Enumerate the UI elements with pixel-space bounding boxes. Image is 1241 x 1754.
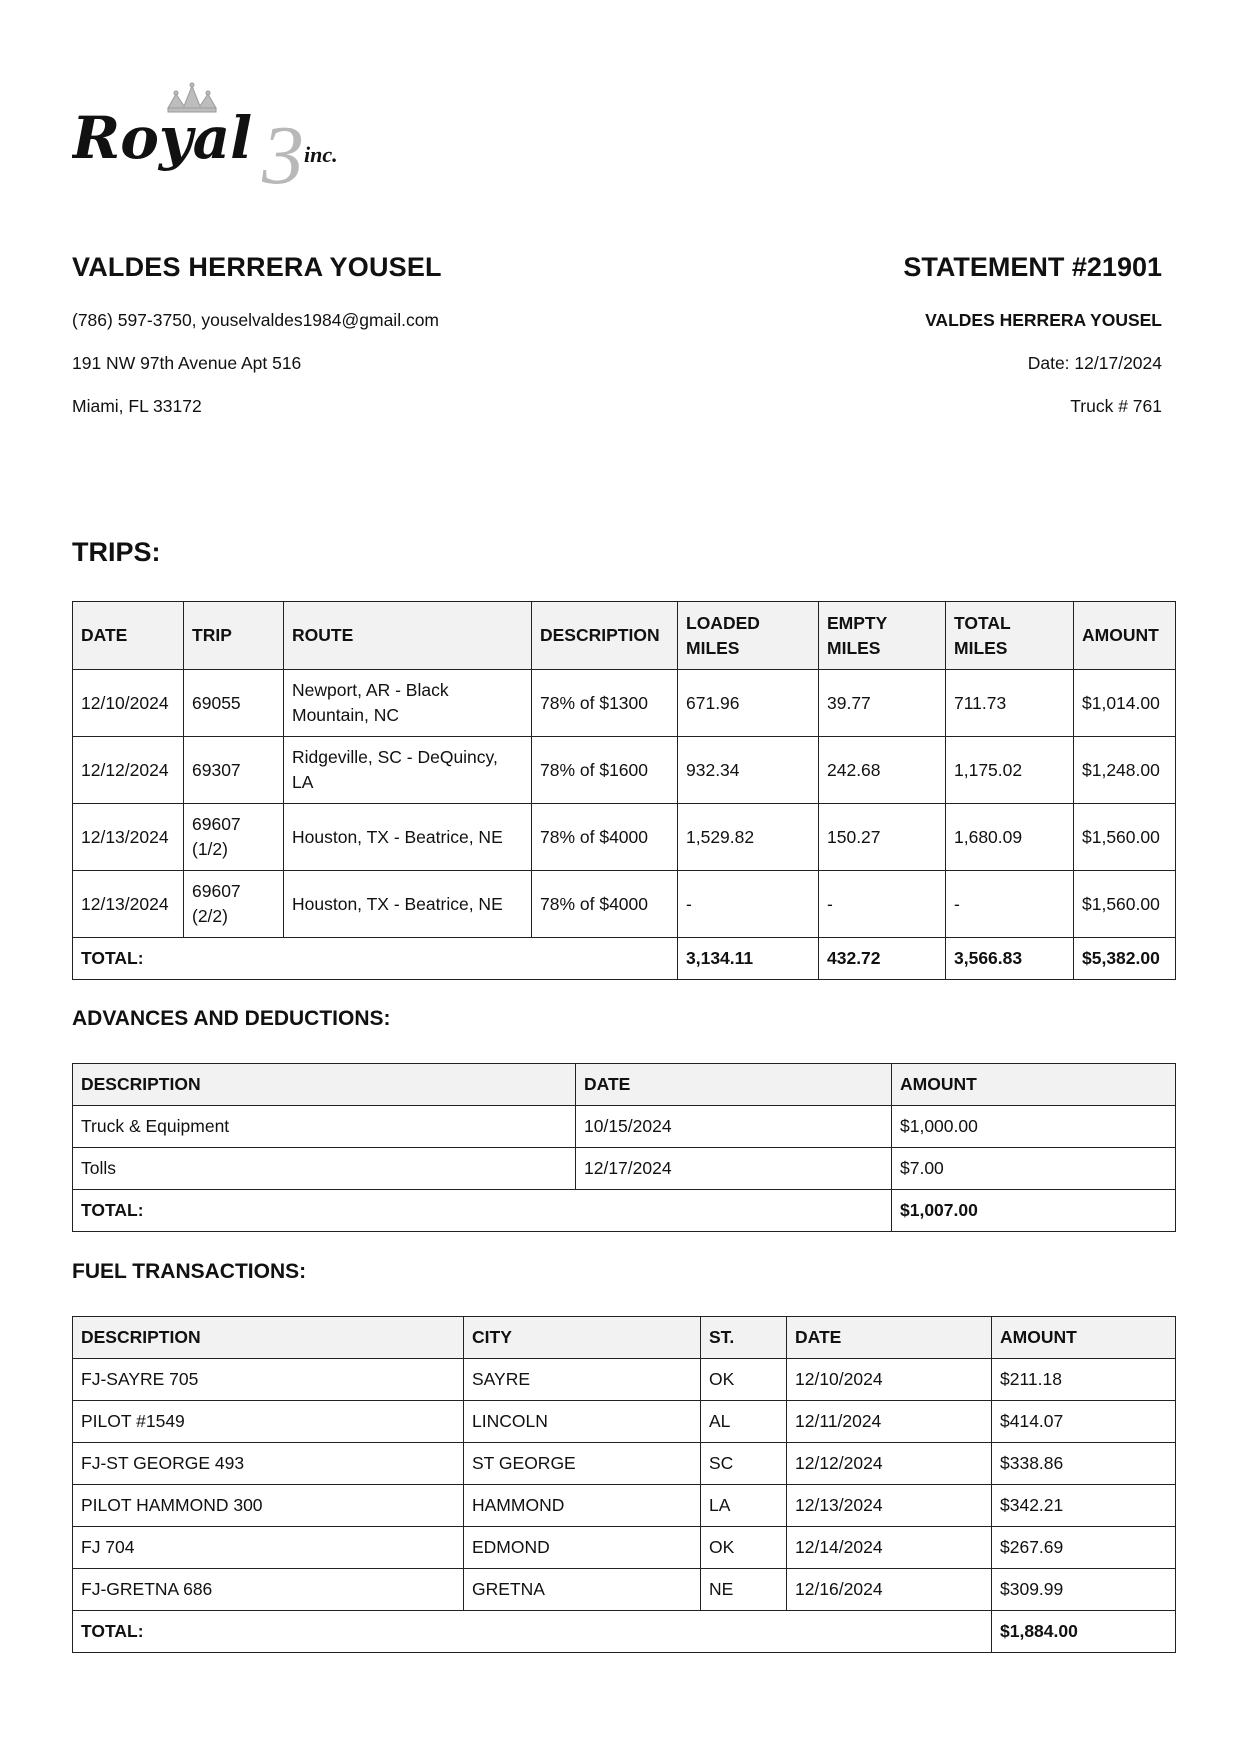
- advance-date: 12/17/2024: [576, 1148, 892, 1190]
- trip-loaded-miles: -: [678, 871, 819, 938]
- trip-empty-miles: 242.68: [819, 737, 946, 804]
- svg-text:inc.: inc.: [304, 142, 338, 167]
- trip-amount: $1,248.00: [1074, 737, 1176, 804]
- table-row: [73, 804, 1176, 871]
- statement-driver-name: VALDES HERRERA YOUSEL: [925, 310, 1162, 330]
- trip-description: 78% of $1300: [532, 670, 678, 737]
- fuel-state: AL: [701, 1401, 787, 1443]
- fuel-table: [72, 1316, 1176, 1653]
- trip-empty-miles: 39.77: [819, 670, 946, 737]
- advance-amount: $1,000.00: [892, 1106, 1176, 1148]
- trips-table: [72, 601, 1176, 980]
- trip-description: 78% of $4000: [532, 871, 678, 938]
- table-row: [73, 737, 1176, 804]
- trips-title: TRIPS:: [72, 537, 161, 567]
- trip-date: 12/10/2024: [73, 670, 184, 737]
- fuel-header-city: CITY: [464, 1317, 701, 1359]
- trip-loaded-miles: 1,529.82: [678, 804, 819, 871]
- company-logo: [72, 78, 392, 196]
- trips-header-description: DESCRIPTION: [532, 602, 678, 670]
- trips-total-loaded: 3,134.11: [678, 938, 819, 980]
- trip-number: 69607 (1/2): [184, 804, 284, 871]
- svg-text:3: 3: [262, 109, 304, 196]
- svg-text:Royal: Royal: [72, 104, 253, 172]
- fuel-amount: $338.86: [992, 1443, 1176, 1485]
- advances-title: ADVANCES AND DEDUCTIONS:: [72, 1007, 391, 1030]
- fuel-description: FJ 704: [73, 1527, 464, 1569]
- statement-title: STATEMENT #21901: [903, 252, 1162, 282]
- fuel-state: OK: [701, 1359, 787, 1401]
- fuel-city: HAMMOND: [464, 1485, 701, 1527]
- advance-date: 10/15/2024: [576, 1106, 892, 1148]
- trip-total-miles: 1,680.09: [946, 804, 1074, 871]
- trip-total-miles: -: [946, 871, 1074, 938]
- fuel-date: 12/16/2024: [787, 1569, 992, 1611]
- table-row: [73, 1485, 1176, 1527]
- fuel-city: GRETNA: [464, 1569, 701, 1611]
- trip-amount: $1,560.00: [1074, 804, 1176, 871]
- trips-header-amount: AMOUNT: [1074, 602, 1176, 670]
- advances-header-amount: AMOUNT: [892, 1064, 1176, 1106]
- fuel-amount: $211.18: [992, 1359, 1176, 1401]
- trips-total-label: TOTAL:: [73, 938, 678, 980]
- statement-date: Date: 12/17/2024: [1027, 353, 1162, 373]
- fuel-description: FJ-GRETNA 686: [73, 1569, 464, 1611]
- trip-description: 78% of $1600: [532, 737, 678, 804]
- trips-total-empty: 432.72: [819, 938, 946, 980]
- fuel-header-state: ST.: [701, 1317, 787, 1359]
- fuel-state: NE: [701, 1569, 787, 1611]
- fuel-date: 12/14/2024: [787, 1527, 992, 1569]
- trips-header-row: [73, 602, 1176, 670]
- trip-date: 12/12/2024: [73, 737, 184, 804]
- trip-empty-miles: -: [819, 871, 946, 938]
- advances-header-date: DATE: [576, 1064, 892, 1106]
- fuel-city: EDMOND: [464, 1527, 701, 1569]
- fuel-total-label: TOTAL:: [73, 1611, 992, 1653]
- trips-header-trip: TRIP: [184, 602, 284, 670]
- table-row: [73, 1401, 1176, 1443]
- fuel-state: SC: [701, 1443, 787, 1485]
- trips-total-miles: 3,566.83: [946, 938, 1074, 980]
- trip-amount: $1,560.00: [1074, 871, 1176, 938]
- advances-header-description: DESCRIPTION: [73, 1064, 576, 1106]
- advance-amount: $7.00: [892, 1148, 1176, 1190]
- fuel-header-row: [73, 1317, 1176, 1359]
- table-row: [73, 1569, 1176, 1611]
- advances-table: [72, 1063, 1176, 1232]
- trips-header-empty-miles: EMPTY MILES: [819, 602, 946, 670]
- trip-number: 69307: [184, 737, 284, 804]
- fuel-total-amount: $1,884.00: [992, 1611, 1176, 1653]
- fuel-header-date: DATE: [787, 1317, 992, 1359]
- fuel-city: SAYRE: [464, 1359, 701, 1401]
- trips-total-amount: $5,382.00: [1074, 938, 1176, 980]
- fuel-city: ST GEORGE: [464, 1443, 701, 1485]
- trip-route: Newport, AR - Black Mountain, NC: [284, 670, 532, 737]
- advances-total-amount: $1,007.00: [892, 1190, 1176, 1232]
- advances-total-label: TOTAL:: [73, 1190, 892, 1232]
- trip-number: 69055: [184, 670, 284, 737]
- trip-total-miles: 1,175.02: [946, 737, 1074, 804]
- trip-date: 12/13/2024: [73, 804, 184, 871]
- fuel-amount: $414.07: [992, 1401, 1176, 1443]
- driver-address-line1: 191 NW 97th Avenue Apt 516: [72, 353, 302, 373]
- trip-number: 69607 (2/2): [184, 871, 284, 938]
- advance-description: Tolls: [73, 1148, 576, 1190]
- statement-truck: Truck # 761: [1070, 396, 1162, 416]
- advances-total-row: [73, 1190, 1176, 1232]
- trips-header-loaded-miles: LOADED MILES: [678, 602, 819, 670]
- fuel-date: 12/12/2024: [787, 1443, 992, 1485]
- trips-header-date: DATE: [73, 602, 184, 670]
- trip-route: Houston, TX - Beatrice, NE: [284, 871, 532, 938]
- trip-total-miles: 711.73: [946, 670, 1074, 737]
- driver-contact: (786) 597-3750, youselvaldes1984@gmail.com: [72, 310, 440, 330]
- table-row: [73, 1359, 1176, 1401]
- fuel-amount: $267.69: [992, 1527, 1176, 1569]
- advance-description: Truck & Equipment: [73, 1106, 576, 1148]
- fuel-total-row: [73, 1611, 1176, 1653]
- fuel-description: FJ-ST GEORGE 493: [73, 1443, 464, 1485]
- trips-header-route: ROUTE: [284, 602, 532, 670]
- table-row: [73, 871, 1176, 938]
- table-row: [73, 1527, 1176, 1569]
- trip-amount: $1,014.00: [1074, 670, 1176, 737]
- table-row: [73, 670, 1176, 737]
- trip-loaded-miles: 671.96: [678, 670, 819, 737]
- fuel-description: FJ-SAYRE 705: [73, 1359, 464, 1401]
- fuel-city: LINCOLN: [464, 1401, 701, 1443]
- trips-total-row: [73, 938, 1176, 980]
- trip-route: Ridgeville, SC - DeQuincy, LA: [284, 737, 532, 804]
- fuel-header-amount: AMOUNT: [992, 1317, 1176, 1359]
- fuel-date: 12/13/2024: [787, 1485, 992, 1527]
- trip-empty-miles: 150.27: [819, 804, 946, 871]
- table-row: [73, 1106, 1176, 1148]
- fuel-state: LA: [701, 1485, 787, 1527]
- trip-loaded-miles: 932.34: [678, 737, 819, 804]
- driver-name: VALDES HERRERA YOUSEL: [72, 252, 442, 282]
- fuel-description: PILOT #1549: [73, 1401, 464, 1443]
- trip-date: 12/13/2024: [73, 871, 184, 938]
- fuel-state: OK: [701, 1527, 787, 1569]
- advances-header-row: [73, 1064, 1176, 1106]
- trip-description: 78% of $4000: [532, 804, 678, 871]
- fuel-amount: $309.99: [992, 1569, 1176, 1611]
- royal3-logo-icon: [72, 78, 392, 196]
- fuel-date: 12/10/2024: [787, 1359, 992, 1401]
- fuel-amount: $342.21: [992, 1485, 1176, 1527]
- trip-route: Houston, TX - Beatrice, NE: [284, 804, 532, 871]
- table-row: [73, 1443, 1176, 1485]
- fuel-header-description: DESCRIPTION: [73, 1317, 464, 1359]
- table-row: [73, 1148, 1176, 1190]
- fuel-description: PILOT HAMMOND 300: [73, 1485, 464, 1527]
- driver-address-line2: Miami, FL 33172: [72, 396, 202, 416]
- fuel-title: FUEL TRANSACTIONS:: [72, 1260, 307, 1283]
- fuel-date: 12/11/2024: [787, 1401, 992, 1443]
- trips-header-total-miles: TOTAL MILES: [946, 602, 1074, 670]
